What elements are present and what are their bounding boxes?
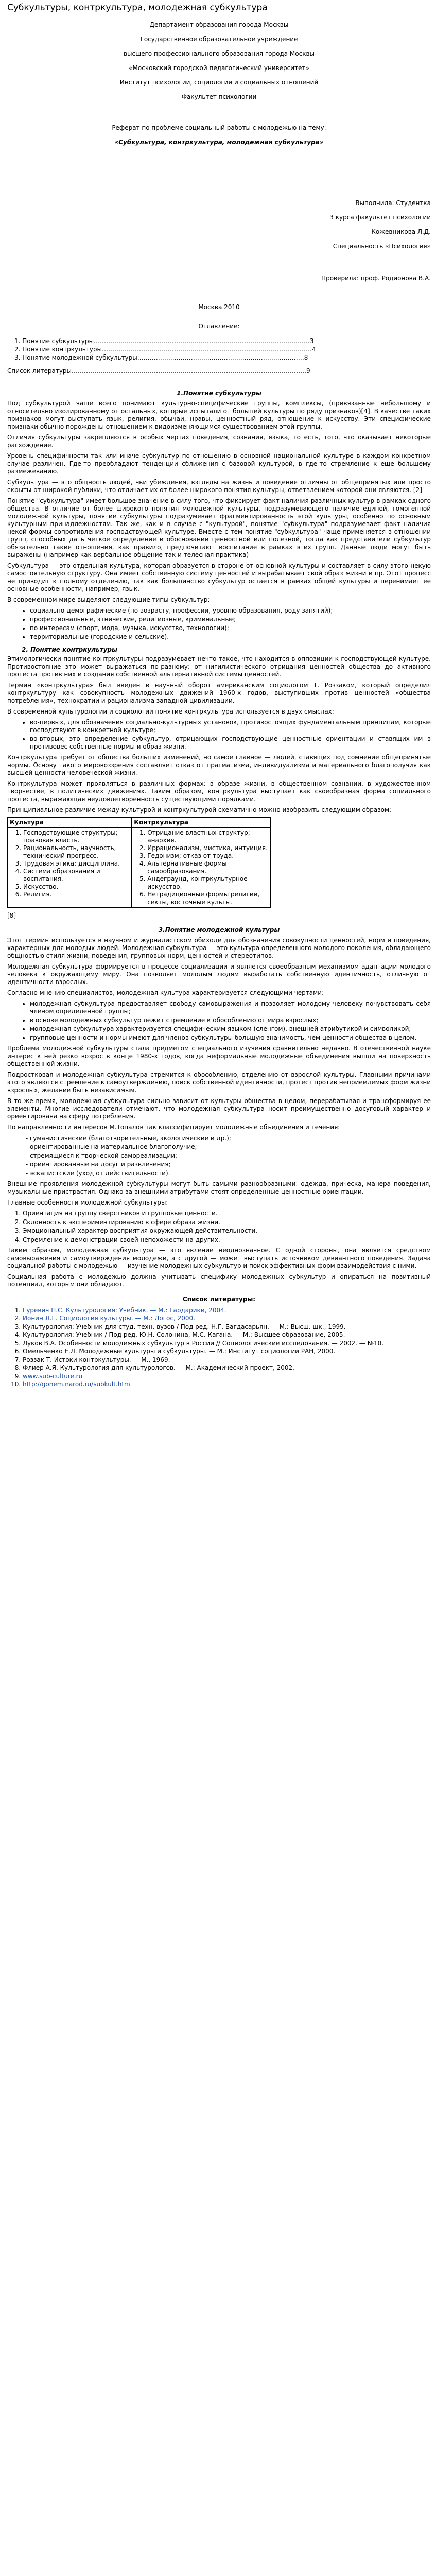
literature-item: 4. Культурология: Учебник / Под ред. Ю.Н. Солонина, М.С. Кагана. — М.: Высшее образование, 2005. [23,1331,431,1339]
list-item: 5. Андеграунд, контркультурное искусство. [147,875,268,891]
paragraph: Термин «контркультура» был введен в научный оборот американским социологом Т. Роззаком, который определил контркультуру как совокупность молодежных движений 1960-х годов, выступивших против ценностей «общества потребления», технократии и рационализма западной цивилизации. [7,682,431,704]
list-item: - ориентированные на материальное благополучие; [30,1143,431,1151]
counterculture-meanings-list [7,719,431,751]
list-item: 3. Эмоциональный характер восприятия окружающей действительности. [23,1227,431,1235]
list-item: 3. Трудовая этика; дисциплина. [23,860,129,868]
list-item: 6. Нетрадиционные формы религии, секты, восточные культы. [147,891,268,906]
paragraph: Проблема молодежной субкультуры стала предметом специального изучения сравнительно недавно. В отечественной науке интерес к ней резко возрос в конце 1980-х годов, когда неформальные молодежные объединения вышли на поверхность общественной жизни. [7,1045,431,1067]
author-line: 3 курса факультет психологии [329,214,431,221]
paragraph: Этот термин используется в научном и журналистском обиходе для обозначения совокупности ценностей, норм и поведения, характерных для молодых людей. Молодежная субкультура — это культура определенного молодого поколения, обладающего общностью стиля жизни, поведения, групповых норм, ценностей и стереотипов. [7,937,431,959]
paragraph: Уровень специфичности так или иначе субкультур по отношению в основной национальной культуре в каждом конкретном случае различен. Где-то преобладают тенденции сближения с базовой культурой, в где-то стремление к еще большему размежеванию. [7,452,431,475]
culture-vs-counterculture-table [7,817,271,908]
list-item: 2. Склонность к экспериментированию в сфере образа жизни. [23,1218,431,1226]
paragraph: Согласно мнению специалистов, молодежная культура характеризуется следующими чертами: [7,989,324,996]
section-3-title: 3.Понятие молодежной культуры [158,926,280,934]
literature-list [7,1306,431,1388]
column-header: Контркультура [132,818,271,828]
table-cell [132,828,271,908]
toc-item[interactable]: 3. Понятие молодежной субкультуры………………………………………………………………………8 [14,354,308,361]
literature-heading: Список литературы: [182,1296,256,1303]
paragraph: Контркультура может проявляться в различных формах: в образе жизни, в общественном сознании, в художественном творчестве, в политических движениях. Таким образом, контркультура выступает как своеобразная форма социального протеста, выражающая неудовлетворенность существующими порядками. [7,780,431,803]
list-item: • молодежная субкультура предоставляет свободу самовыражения и позволяет молодому человеку почувствовать себя членом определенной группы; [30,1000,431,1015]
literature-link[interactable]: 9. www.sub-culture.ru [23,1372,431,1380]
paragraph: Этимологически понятие контркультуры подразумевает нечто такое, что находится в оппозиции к господствующей культуре. Противостояние это может выражаться по-разному: от нигилистического отрицания ценностей общества до активного протеста против них и создания собственной альтернативной системы ценностей. [7,655,431,678]
list-item: 5. Искусство. [23,883,129,891]
paragraph: Контркультура требует от общества больших изменений, но самое главное — людей, ставящих под сомнение общепринятые нормы. Основу такого мировоззрения составляет отказ от прагматизма, индивидуализма и материального благополучия как высшей ценности человеческой жизни. [7,754,431,776]
page-title: Субкультуры, контркультура, молодежная субкультура [7,3,268,13]
paragraph: По направленности интересов М.Топалов так классифицирует молодежные объединения и течения: [7,1124,340,1131]
list-item: - гуманистические (благотворительные, экологические и др.); [30,1134,431,1142]
table-row [8,828,271,908]
list-item: - ориентированные на досуг и развлечения; [30,1161,431,1168]
youth-features-list [7,1000,431,1042]
literature-item: 3. Культурология: Учебник для студ. техн. вузов / Под ред. Н.Г. Багдасарьян. — М.: Высш. шк., 1999. [23,1323,431,1331]
toc-heading: Оглавление: [198,323,240,330]
paragraph: Принципиальное различие между культурой и контркультурой схематично можно изобразить следующим образом: [7,806,392,814]
literature-item: 8. Флиер А.Я. Культурология для культурологов. — М.: Академический проект, 2002. [23,1364,431,1372]
author-line: Выполнила: Студентка [355,199,431,207]
title-page [7,21,431,323]
org-line: Институт психологии, социологии и социальных отношений [119,79,319,86]
toc-item[interactable]: 1. Понятие субкультуры……………………………………………………………………………………………3 [14,337,314,345]
list-item: • во-первых, для обозначения социально-культурных установок, противостоящих фундаментальным принципам, которые господствуют в конкретной культуре; [30,719,431,734]
list-item: • территориальные (городские и сельские). [30,633,431,641]
paragraph: В современном мире выделяют следующие типы субкультур: [7,596,210,603]
org-line: Департамент образования города Москвы [149,21,289,28]
paragraph: Внешние проявления молодежной субкультуры могут быть самыми разнообразными: одежда, прическа, манера поведения, музыкальные пристрастия. Однако за внешними атрибутами стоят определенные ценностные ориентации. [7,1180,431,1195]
paragraph: Отличия субкультуры закрепляются в особых чертах поведения, сознания, языка, то есть, того, что оказывает некоторые расхождение. [7,434,431,449]
paragraph: Понятие "субкультура" имеет большое значение в силу того, что фиксирует факт наличия различных культур в рамках одного общества. В отличие от более широкого понятия молодежной культуры, подразумевающего наличие единой, гомогенной молодежной культуры, понятие субкультуры подразумевает фрагментированность этой культуры, особенно по основным культурным принадлежностям. Так же, как и в случае с "культурой", понятие "субкультура" подразумевает факт наличия некой формы сопротивления господствующей культуре. Вместе с тем понятие "субкультура" чаще применяется в отношении групп, способных дать четкое определение и обосновании ценностной или полезной, тогда как представители субкультур обязательно такие отношения, как правило, предпочитают воспитание в рамках этих групп. Данные люди могут быть выражены (например как вербальное общение так и телесная практика) [7,497,431,558]
paragraph: Молодежная субкультура формируется в процессе социализации и является своеобразным механизмом адаптации молодого человека к окружающему миру. Она позволяет молодым людям выработать собственную идентичность, отличную от идентичности взрослых. [7,963,431,986]
paragraph: Подростковая и молодежная субкультура стремится к обособлению, отделению от взрослой культуры. Главными причинами этого являются стремление к самоутверждению, поиск собственной идентичности, протест против неприемлемых форм жизни взрослых, желание быть независимым. [7,1071,431,1094]
youth-peculiarities-list [7,1210,431,1244]
toc-item[interactable]: 2. Понятие контркультуры…………………………………………………………………………………………4 [14,346,316,353]
list-item: 4. Стремление к демонстрации своей непохожести на других. [23,1236,431,1244]
work-title: «Субкультура, контркультура, молодежная субкультура» [114,139,324,146]
list-item: 2. Иррационализм, мистика, интуиция. [147,844,268,852]
list-item: 4. Альтернативные формы самообразования. [147,860,268,875]
list-item: 1. Господствующие структуры; правовая власть. [23,829,129,844]
list-item: • профессиональные, этнические, религиозные, криминальные; [30,616,431,623]
paragraph: Под субкультурой чаще всего понимают культурно-специфические группы, комплексы, (привязанные небольшому и относительно изолированному от остальных, которые испытали от большей культуры по ряду признаков)[4]. В качестве таких признаков могут выступать язык, религия, обычаи, нравы, ценностный ряд, отношение к искусству. Эти специфические признаки обычно порождены отношением к видоизменяющимся существованием этой группы. [7,400,431,430]
toc-literature[interactable]: Список литературы……………………………………………………………………………………………………9 [7,367,310,375]
document-page [0,2,436,1399]
section-2-title: 2. Понятие контркультуры [22,646,117,653]
list-item: 3. Гедонизм; отказ от труда. [147,852,268,860]
literature-item: 7. Роззак Т. Истоки контркультуры. — М., 1969. [23,1355,431,1364]
reference-mark: [8] [7,912,16,919]
checker-line: Проверила: проф. Родионова В.А. [321,275,431,282]
list-item: • социально-демографические (по возрасту, профессии, уровню образования, роду занятий); [30,607,431,615]
org-line: высшего профессионального образования города Москвы [123,50,315,57]
list-item: • во-вторых, это определение субкультур, отрицающих господствующие ценностные ориентации и ставящих им в противовес собственные нормы и образ жизни. [30,735,431,751]
literature-link[interactable]: 10. http://gonem.narod.ru/subkult.htm [23,1380,431,1388]
list-item: 1. Отрицание властных структур; анархия. [147,829,268,844]
list-item: 2. Рациональность, научность, технический прогресс. [23,844,129,860]
table-header-row [8,818,271,828]
section-1-title: 1.Понятие субкультуры [177,389,261,397]
paragraph: Таким образом, молодежная субкультура — это явление неоднозначное. С одной стороны, она является средством самовыражения и самоутверждения молодежи, а с другой — может выступать источником девиантного поведения. Задача социальной работы с молодежью — изучение молодежных субкультур и поиск эффективных форм взаимодействия с ними. [7,1247,431,1269]
paragraph: В современной культурологии и социологии понятие контркультура используется в двух смыслах: [7,708,334,715]
paragraph: Социальная работа с молодежью должна учитывать специфику молодежных субкультур и опираться на позитивный потенциал, которым они обладают. [7,1273,431,1288]
paragraph: В то же время, молодежная субкультура сильно зависит от культуры общества в целом, перерабатывая и трансформируя ее элементы. Многие исследователи отмечают, что молодежная субкультура носит преимущественно досуговый характер и ориентирована на сферу потребления. [7,1097,431,1120]
author-line: Кожевникова Л.Д. [371,228,431,235]
org-line: Государственное образовательное учреждение [140,36,298,43]
paragraph: Главные особенности молодежной субкультуры: [7,1199,168,1206]
literature-item: 6. Омельченко Е.Л. Молодежные культуры и субкультуры. — М.: Институт социологии РАН, 2000. [23,1347,431,1355]
literature-item[interactable]: 1. Гуревич П.С. Культурология: Учебник. — М.: Гардарики, 2004. [23,1306,431,1314]
org-line: «Московский городской педагогический университет» [129,64,309,72]
work-type: Реферат по проблеме социальный работы с молодежью на тему: [112,124,326,131]
list-item: - стремящиеся к творческой самореализации; [30,1152,431,1160]
column-header: Культура [8,818,132,828]
literature-item[interactable]: 2. Ионин Л.Г. Социология культуры. — М.: Логос, 2000. [23,1314,431,1323]
list-item: - эскапистские (уход от действительности). [30,1170,431,1177]
toc-list [14,337,431,362]
paragraph: Субкультура — это общность людей, чьи убеждения, взгляды на жизнь и поведение отличны от общепринятых или просто скрыты от широкой публики, что отличает их от более широкого понятия культуры, ответвлением которой они являются. [2] [7,479,431,494]
list-item: 4. Система образования и воспитания. [23,868,129,883]
list-item: • групповые ценности и нормы имеют для членов субкультуры большую значимость, чем ценности общества в целом. [30,1034,431,1042]
youth-classes-list [7,1134,431,1177]
list-item: • молодежная субкультура характеризуется специфическим языком (сленгом), внешней атрибутикой и символикой; [30,1025,431,1033]
author-line: Специальность «Психология» [333,243,431,250]
city-year: Москва 2010 [198,303,240,311]
list-item: 6. Религия. [23,891,129,899]
literature-item: 5. Луков В.А. Особенности молодежных субкультур в России // Социологические исследования. — 2002. — №10. [23,1339,431,1347]
subculture-types-list [7,607,431,641]
list-item: 1. Ориентация на группу сверстников и групповые ценности. [23,1210,431,1217]
list-item: • по интересам (спорт, мода, музыка, искусство, технологии); [30,624,431,632]
paragraph: Субкультура — это отдельная культура, которая образуется в стороне от основной культуры и составляет в силу этого некую самостоятельную структуру. Она имеет собственную систему ценностей и вырабатывает свой образ жизни и пр. Этот процесс не приводит к полному отделению, так как большинство субкультур остается в рамках общей культуры и перенимает ее основные особенности, например, язык. [7,562,431,592]
org-line: Факультет психологии [181,93,257,100]
table-of-contents [7,323,431,375]
list-item: • в основе молодежных субкультур лежит стремление к обособлению от мира взрослых; [30,1016,431,1024]
table-cell [8,828,132,908]
